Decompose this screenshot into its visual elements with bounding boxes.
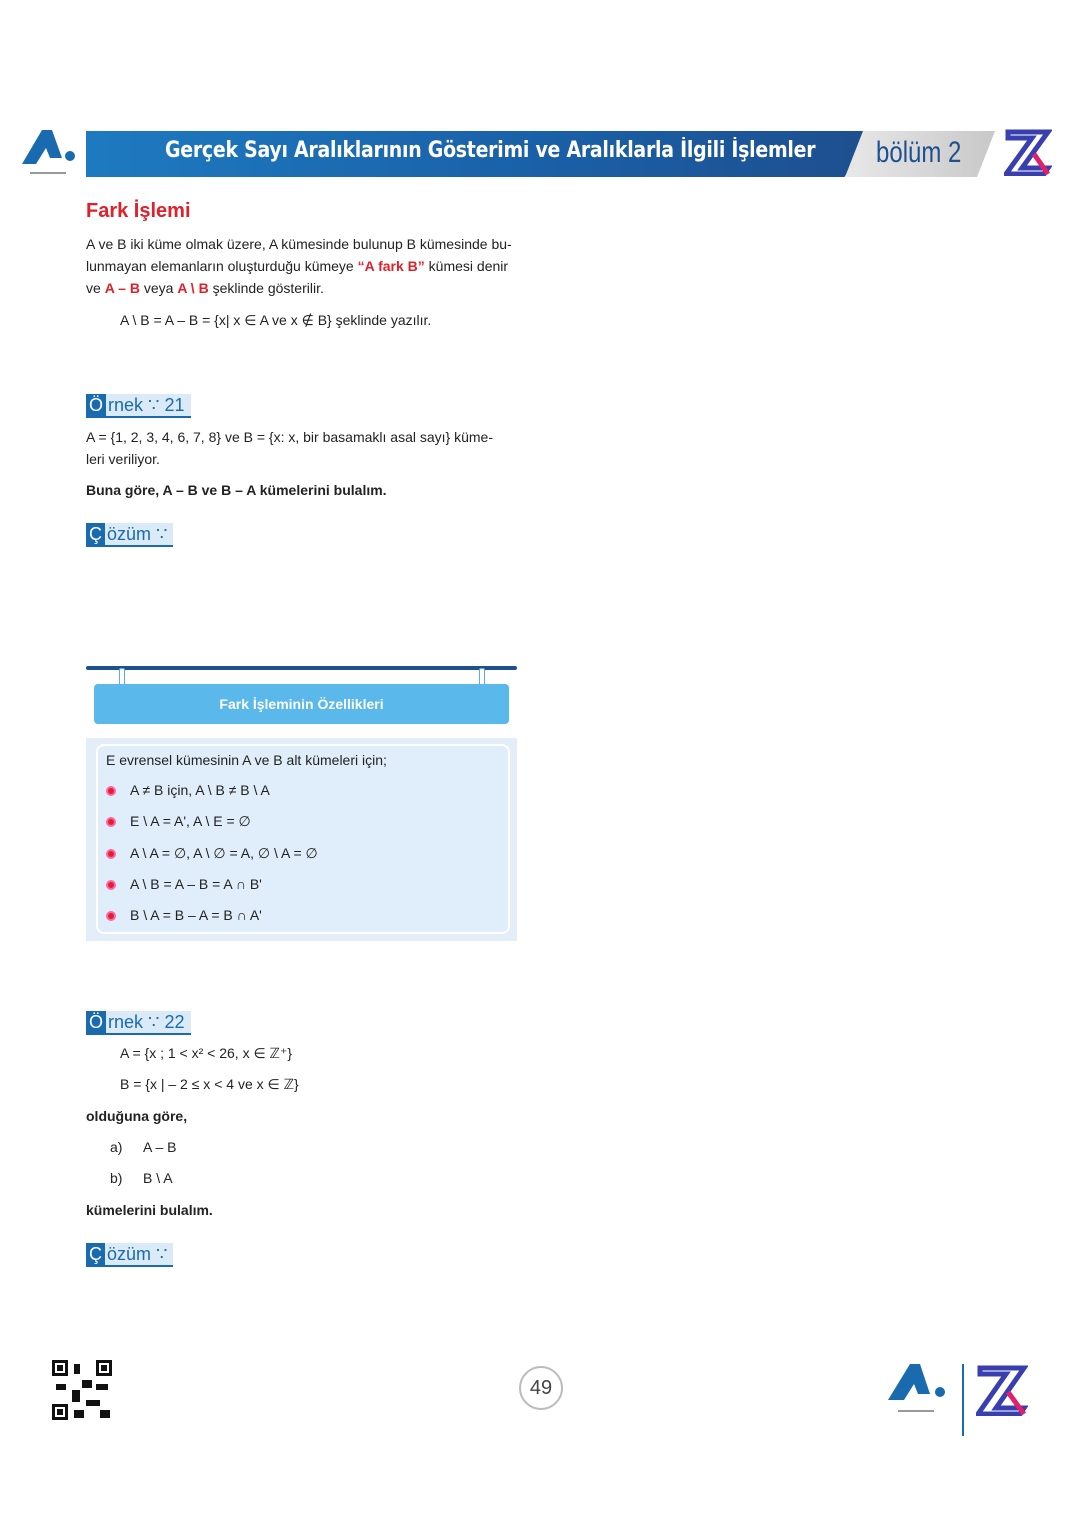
- bullet-icon: [106, 786, 116, 796]
- publisher-logo-icon: [22, 128, 76, 178]
- text-line: leri veriliyor.: [86, 451, 160, 467]
- prop-item: E \ A = A', A \ E = ∅: [106, 813, 251, 830]
- fark-heading: Fark İşlemi: [86, 200, 191, 222]
- publisher-logo-icon: [888, 1362, 948, 1416]
- divider: [86, 666, 517, 670]
- set-a: A = {x ; 1 < x² < 26, x ∈ ℤ⁺}: [120, 1045, 293, 1061]
- text-line: ve A – B veya A \ B şeklinde gösterilir.: [86, 280, 324, 296]
- text-line: lunmayan elemanların oluşturduğu kümeye “A fark B” kümesi denir: [86, 258, 509, 274]
- props-intro: E evrensel kümesinin A ve B alt kümeleri için;: [106, 752, 387, 768]
- question: Buna göre, A – B ve B – A kümelerini bulalım.: [86, 482, 387, 498]
- fark-formula: A \ B = A – B = {x| x ∈ A ve x ∉ B} şeklinde yazılır.: [120, 312, 432, 328]
- page-number: 49: [519, 1366, 563, 1410]
- props-title: Fark İşleminin Özellikleri: [94, 684, 509, 724]
- divider: [962, 1364, 964, 1436]
- end-text: kümelerini bulalım.: [86, 1202, 213, 1218]
- prop-item: A \ B = A – B = A ∩ B': [106, 876, 262, 892]
- prop-item: B \ A = B – A = B ∩ A': [106, 907, 262, 923]
- given-text: olduğuna göre,: [86, 1108, 188, 1124]
- part-b: b) B \ A: [110, 1170, 173, 1186]
- z-logo-icon: [1004, 128, 1052, 176]
- prop-item: A \ A = ∅, A \ ∅ = A, ∅ \ A = ∅: [106, 845, 318, 862]
- section-label: bölüm 2: [876, 136, 962, 169]
- prop-item: A ≠ B için, A \ B ≠ B \ A: [106, 782, 270, 798]
- qr-code-icon[interactable]: [52, 1360, 112, 1420]
- bullet-icon: [106, 911, 116, 921]
- cozum-label-2: Ç özüm ∵: [86, 1243, 173, 1267]
- chapter-title: Gerçek Sayı Aralıklarının Gösterimi ve Aralıklarla İlgili İşlemler: [165, 138, 816, 163]
- bullet-icon: [106, 880, 116, 890]
- bullet-icon: [106, 849, 116, 859]
- part-a: a) A – B: [110, 1139, 177, 1155]
- text-line: A ve B iki küme olmak üzere, A kümesinde bulunup B kümesinde bu-: [86, 236, 512, 252]
- cozum-label: Ç özüm ∵: [86, 523, 173, 547]
- z-logo-icon: [976, 1364, 1028, 1416]
- text-line: A = {1, 2, 3, 4, 6, 7, 8} ve B = {x: x, bir basamaklı asal sayı} küme-: [86, 429, 493, 445]
- ornek-22-label: Ö rnek ∵ 22: [86, 1011, 191, 1035]
- ornek-21-label: Ö rnek ∵ 21: [86, 394, 191, 418]
- bullet-icon: [106, 817, 116, 827]
- set-b: B = {x | – 2 ≤ x < 4 ve x ∈ ℤ}: [120, 1076, 299, 1092]
- props-inner: [96, 744, 510, 934]
